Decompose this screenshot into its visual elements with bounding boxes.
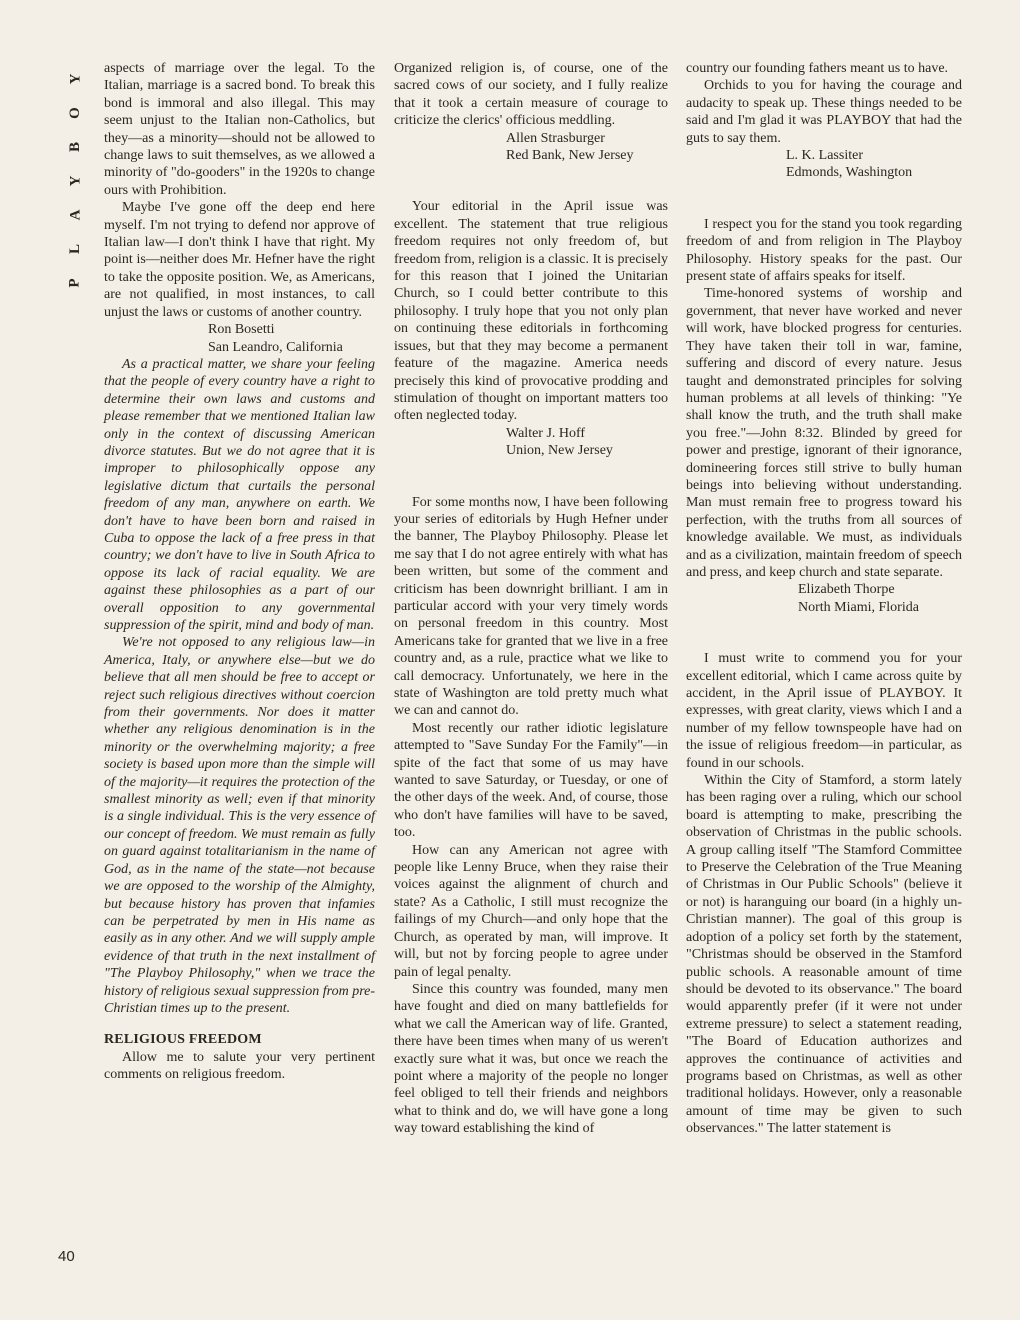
reply-paragraph: As a practical matter, we share your feeling that the people of every country have a right to determine their own laws and customs and please remember that we mentioned Italian law only in the context of discussing American divorce statutes. But we do not agree that it is improper to philosophically oppose any legislative dictum that curtails the personal freedom of any man, anywhere on earth. We don't have to have been born and raised in Cuba to oppose the lack of a free press in that country; we don't have to live in South Africa to oppose its lack of racial equality. We are against these philosophies as a part of our overall opposition to any governmental suppression of the spirit, mind and body of man. (104, 356, 375, 633)
letter-paragraph: For some months now, I have been following your series of editorials by Hugh Hefner under the banner, The Playboy Philosophy. Please let me say that I do not agree entirely with what has been written, but some of the comment and criticism has been downright brilliant. I am in particular accord with your very timely words on personal freedom in this country. Most Americans take for granted that we live in a free country and, as a rule, practice what we like to call democracy. Unfortunately, we here in the state of Washington are told pretty much what we can and cannot do. (394, 494, 668, 719)
signature-name: Allen Strasburger (506, 130, 605, 146)
letter-paragraph: country our founding fathers meant us to have. (686, 61, 949, 76)
signature-name: L. K. Lassiter (786, 148, 863, 164)
signature-name: Ron Bosetti (208, 322, 275, 338)
letter-paragraph: Allow me to salute your very pertinent comments on religious freedom. (104, 1049, 375, 1083)
column-2 (394, 60, 668, 1138)
letter-paragraph: Within the City of Stamford, a storm lately has been raging over a ruling, which our school board is attempting to make, prescribing the observation of Christmas in the public schools. A group calling itself "The Stamford Committee to Preserve the Celebration of the True Meaning of Christmas in Our Public Schools" (believe it or not) is haranguing our board (in a highly un-Christian manner). The goal of this group is adoption of a policy set forth by the statement, "Christmas should be observed in the Stamford public schools. A reasonable amount of time should be devoted to its observance." The board would apparently prefer (if it were not under extreme pressure) to select a statement reading, "The Board of Education authorizes and approves the continuance of activities and programs based on Christmas, as well as other traditional holidays. However, only a reasonable amount of time may be given to such observances." The latter statement is (686, 773, 962, 1137)
letter-paragraph: Organized religion is, of course, one of the sacred cows of our society, and I fully realize that it took a certain measure of courage to criticize the clerics' officious meddling. (394, 61, 668, 129)
signature-name: Walter J. Hoff (506, 425, 586, 441)
letter-paragraph: Maybe I've gone off the deep end here myself. I'm not trying to defend nor approve of Italian law—I don't think I have that right. My point is—neither does Mr. Hefner have the right to take the opposite position. We, as Americans, are not qualified, in most instances, to call unjust the laws or customs of another country. (104, 200, 375, 320)
signature-place: Union, New Jersey (506, 443, 613, 459)
signature-place: Red Bank, New Jersey (506, 148, 634, 164)
signature-place: Edmonds, Washington (786, 165, 913, 181)
editor-reply (104, 356, 375, 1017)
sidebar-letter: A (67, 209, 83, 221)
sidebar-letter: B (66, 141, 83, 153)
page-number: 40 (58, 1248, 75, 1265)
letter-paragraph: Orchids to you for having the courage and audacity to speak up. These things needed to be said and I'm glad it was PLAYBOY that had the guts to say them. (686, 78, 962, 146)
signature-name: Elizabeth Thorpe (798, 582, 895, 598)
sidebar-letter: O (66, 107, 83, 119)
sidebar-letter: Y (67, 175, 83, 187)
sidebar-letter: L (66, 243, 83, 255)
magazine-sidebar-title (64, 62, 86, 300)
letter-paragraph: Since this country was founded, many men have fought and died on many battlefields for what we call the American way of life. Granted, there have been times when many of us weren't exactly sure what it was, but once we reach the point where a majority of the people no longer feel obliged to tell their friends and neighbors what to think and do, we will have gone a long way toward establishing the kind of (394, 981, 668, 1137)
section-heading: RELIGIOUS FREEDOM (104, 1032, 262, 1048)
letter-paragraph: How can any American not agree with people like Lenny Bruce, when they raise their voices against the alignment of church and state? As a Catholic, I still must recognize the failings of my Church—and only hope that the Church, as operated by man, will improve. It will, but not by forcing people to agree under pain of legal penalty. (394, 842, 668, 980)
letter-paragraph: Your editorial in the April issue was excellent. The statement that true religious freedom requires not only freedom of, but freedom from, religion is a classic. It is precisely for this reason that I joined the Unitarian Church, so I could better contribute to this philosophy. I truly hope that you not only plan on continuing these editorials in forthcoming issues, but that they may become a permanent feature of the magazine. America needs precisely this kind of provocative prodding and stimulation of thought on important matters too often neglected today. (394, 199, 668, 424)
letter-paragraph: Time-honored systems of worship and government, that never have worked and never will work, have blocked progress for centuries. They have taken their toll in war, famine, suffering and discord of every nature. Jesus taught and demonstrated principles for solving human problems at all levels of thinking: "Ye shall know the truth, and the truth shall make you free."—John 8:32. Blinded by greed for power and prestige, ignorant of their ignorance, domineering forces still strive to bully human beings into believing without understanding. Man must remain free to progress toward his perfection, with the truths from all sources of knowledge available. We must, as individuals and as a civilization, maintain freedom of speech and press, and keep church and state separate. (686, 286, 962, 580)
letter-paragraph: aspects of marriage over the legal. To the Italian, marriage is a sacred bond. To break this bond is immoral and also illegal. This may seem unjust to the Italian non-Catholics, but they—as a minority—should not be allowed to change laws to suit themselves, as we allowed a minority of "do-gooders" in the 1920s to change ours with Prohibition. (104, 61, 375, 198)
signature-place: North Miami, Florida (798, 599, 919, 615)
letter-paragraph: I respect you for the stand you took regarding freedom of and from religion in The Playboy Philosophy. History speaks for the past. Our present state of affairs speaks for itself. (686, 216, 962, 285)
reply-paragraph: We're not opposed to any religious law—in America, Italy, or anywhere else—but we do believe that all men should be free to accept or reject such religious directives without coercion from their governments. Nor does it matter whether any religious denomination is in the minority or the overwhelming majority; a free society is based upon more than the simple will of the majority—it requires the protection of the smallest minority as well; even if that minority is a single individual. This is the very essence of our concept of freedom. We must remain as fully on guard against totalitarianism in the name of God, as in the name of the state—not because we are opposed to the worship of the Almighty, but because history has proven that infamies can be perpetrated by men in His name as easily as in any other. And we will supply ample evidence of that truth in the next installment of "The Playboy Philosophy," when we trace the history of religious sexual suppression from pre-Christian times up to the present. (104, 635, 375, 1016)
signature-place: San Leandro, California (208, 339, 343, 355)
letter-paragraph: I must write to commend you for your excellent editorial, which I came across quite by accident, in the April issue of PLAYBOY. It expresses, with great clarity, views which I and a number of my fellow townspeople have had on the issue of religious freedom—in particular, as found in our schools. (686, 651, 962, 771)
sidebar-letter: P (66, 278, 83, 288)
sidebar-letter: Y (67, 73, 83, 85)
column-3 (686, 60, 962, 1138)
column-1 (104, 60, 375, 1084)
letter-paragraph: Most recently our rather idiotic legislature attempted to "Save Sunday For the Family"—in spite of the fact that some of us may have wanted to save Saturday, or Tuesday, or one of the other days of the week. And, of course, those who don't have families will have to be saved, too. (394, 720, 668, 841)
